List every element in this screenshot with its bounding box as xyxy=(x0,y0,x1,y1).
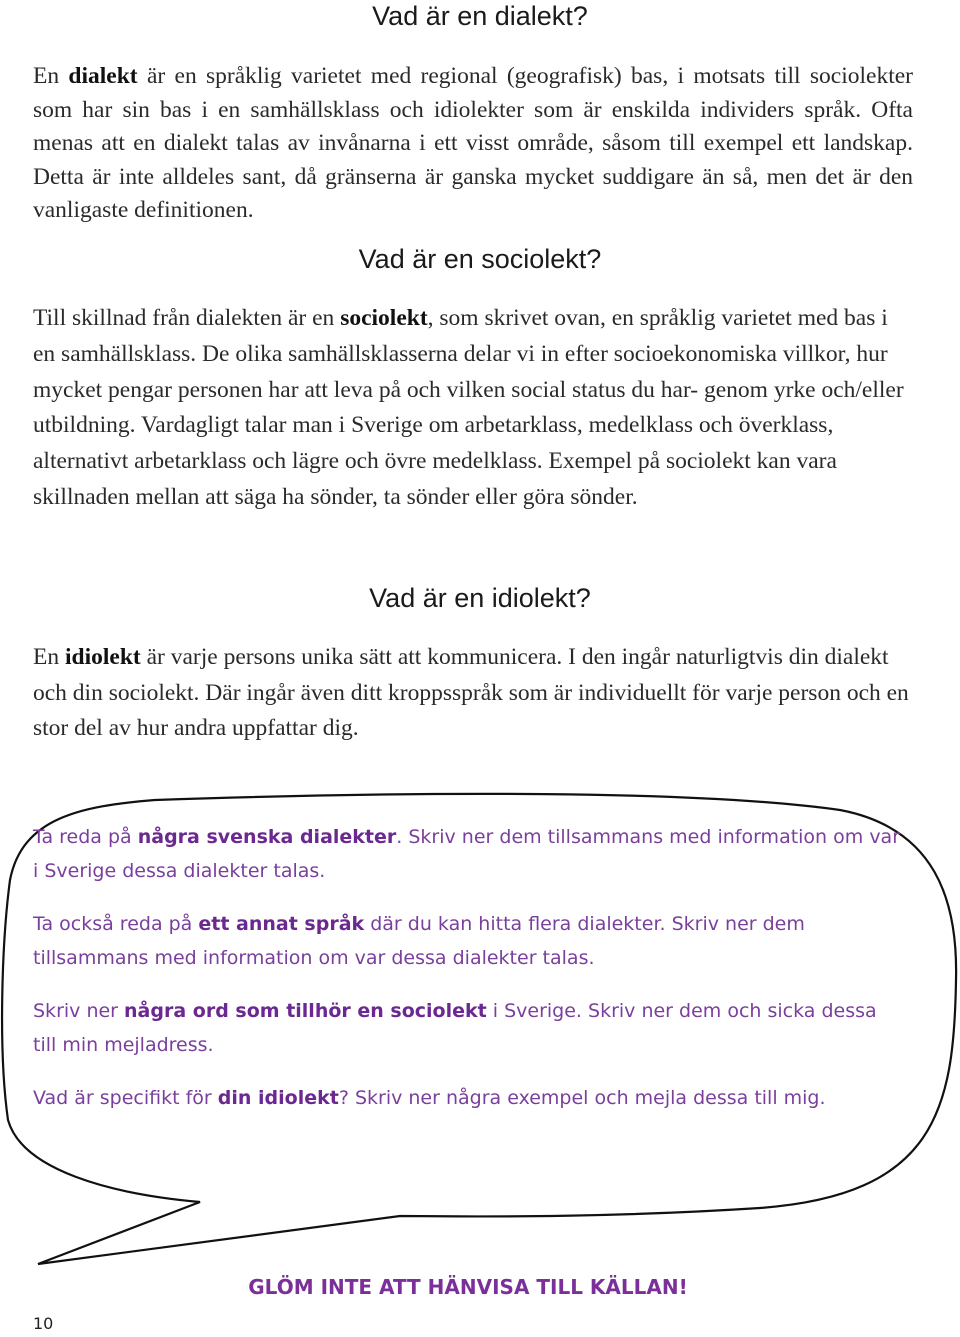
text-run: En xyxy=(33,63,69,89)
task-idiolekt xyxy=(33,1081,903,1115)
text-run: i Sverige. Skriv ner dem och sicka dessa till min mejladress. xyxy=(33,1000,877,1056)
bold-term: din idiolekt xyxy=(217,1087,339,1109)
bold-term: några svenska dialekter xyxy=(137,826,397,848)
text-run: . Skriv ner dem tillsammans med information om var i Sverige dessa dialekter talas. xyxy=(33,826,901,882)
paragraph-idiolekt xyxy=(33,640,913,747)
heading-sociolekt: Vad är en sociolekt? xyxy=(358,244,602,274)
heading-dialekt: Vad är en dialekt? xyxy=(372,1,588,31)
bold-term: ett annat språk xyxy=(198,913,365,935)
task-dialekter xyxy=(33,820,903,888)
text-run: är en språklig varietet med regional (geografisk) bas, i motsats till sociolekter som har sin bas i en samhällsklass och idiolekter som är enskilda individers språk. Ofta menas att en dialekt talas av invånarna i ett visst område, såsom till exempel ett landskap. Detta är inte alldeles sant, då gränserna är ganska mycket suddigare än så, men det är den vanligaste definitionen. xyxy=(33,63,913,223)
source-reminder: GLÖM INTE ATT HÄNVISA TILL KÄLLAN! xyxy=(248,1275,688,1299)
text-run: Ta reda på xyxy=(33,826,138,848)
text-run: Vad är specifikt för xyxy=(33,1087,218,1109)
text-run: är varje persons unika sätt att kommunicera. I den ingår naturligtvis din dialekt och din sociolekt. Där ingår även ditt kroppsspråk som är individuellt för varje person och en stor del av hur andra uppfattar dig. xyxy=(33,644,909,741)
text-run: Skriv ner xyxy=(33,1000,125,1022)
task-annat-sprak xyxy=(33,907,903,975)
task-sociolekt-ord xyxy=(33,994,903,1062)
text-run: Ta också reda på xyxy=(33,913,199,935)
paragraph-dialekt xyxy=(33,60,913,228)
bold-term: några ord som tillhör en sociolekt xyxy=(124,1000,487,1022)
bold-term: dialekt xyxy=(68,63,138,89)
task-list xyxy=(33,820,903,1134)
bold-term: idiolekt xyxy=(64,644,141,670)
text-run: , som skrivet ovan, en språklig varietet med bas i en samhällsklass. De olika samhällsklasserna delar vi in efter socioekonomiska villkor, hur mycket pengar personen har att leva på och vilken social status du har- genom yrke och/eller utbildning. Vardagligt talar man i Sverige om arbetarklass, medelklass och överklass, alternativt arbetarklass och lägre och övre medelklass. Exempel på sociolekt kan vara skillnaden mellan att säga ha sönder, ta sönder eller göra sönder. xyxy=(33,305,904,510)
bold-term: sociolekt xyxy=(340,305,428,331)
heading-idiolekt: Vad är en idiolekt? xyxy=(369,583,591,613)
text-run: Till skillnad från dialekten är en xyxy=(33,305,341,331)
text-run: där du kan hitta flera dialekter. Skriv ner dem tillsammans med information om var dessa dialekter talas. xyxy=(33,913,805,969)
text-run: ? Skriv ner några exempel och mejla dessa till mig. xyxy=(338,1087,826,1109)
paragraph-sociolekt xyxy=(33,301,913,516)
text-run: En xyxy=(33,644,65,670)
page-number: 10 xyxy=(33,1314,54,1333)
